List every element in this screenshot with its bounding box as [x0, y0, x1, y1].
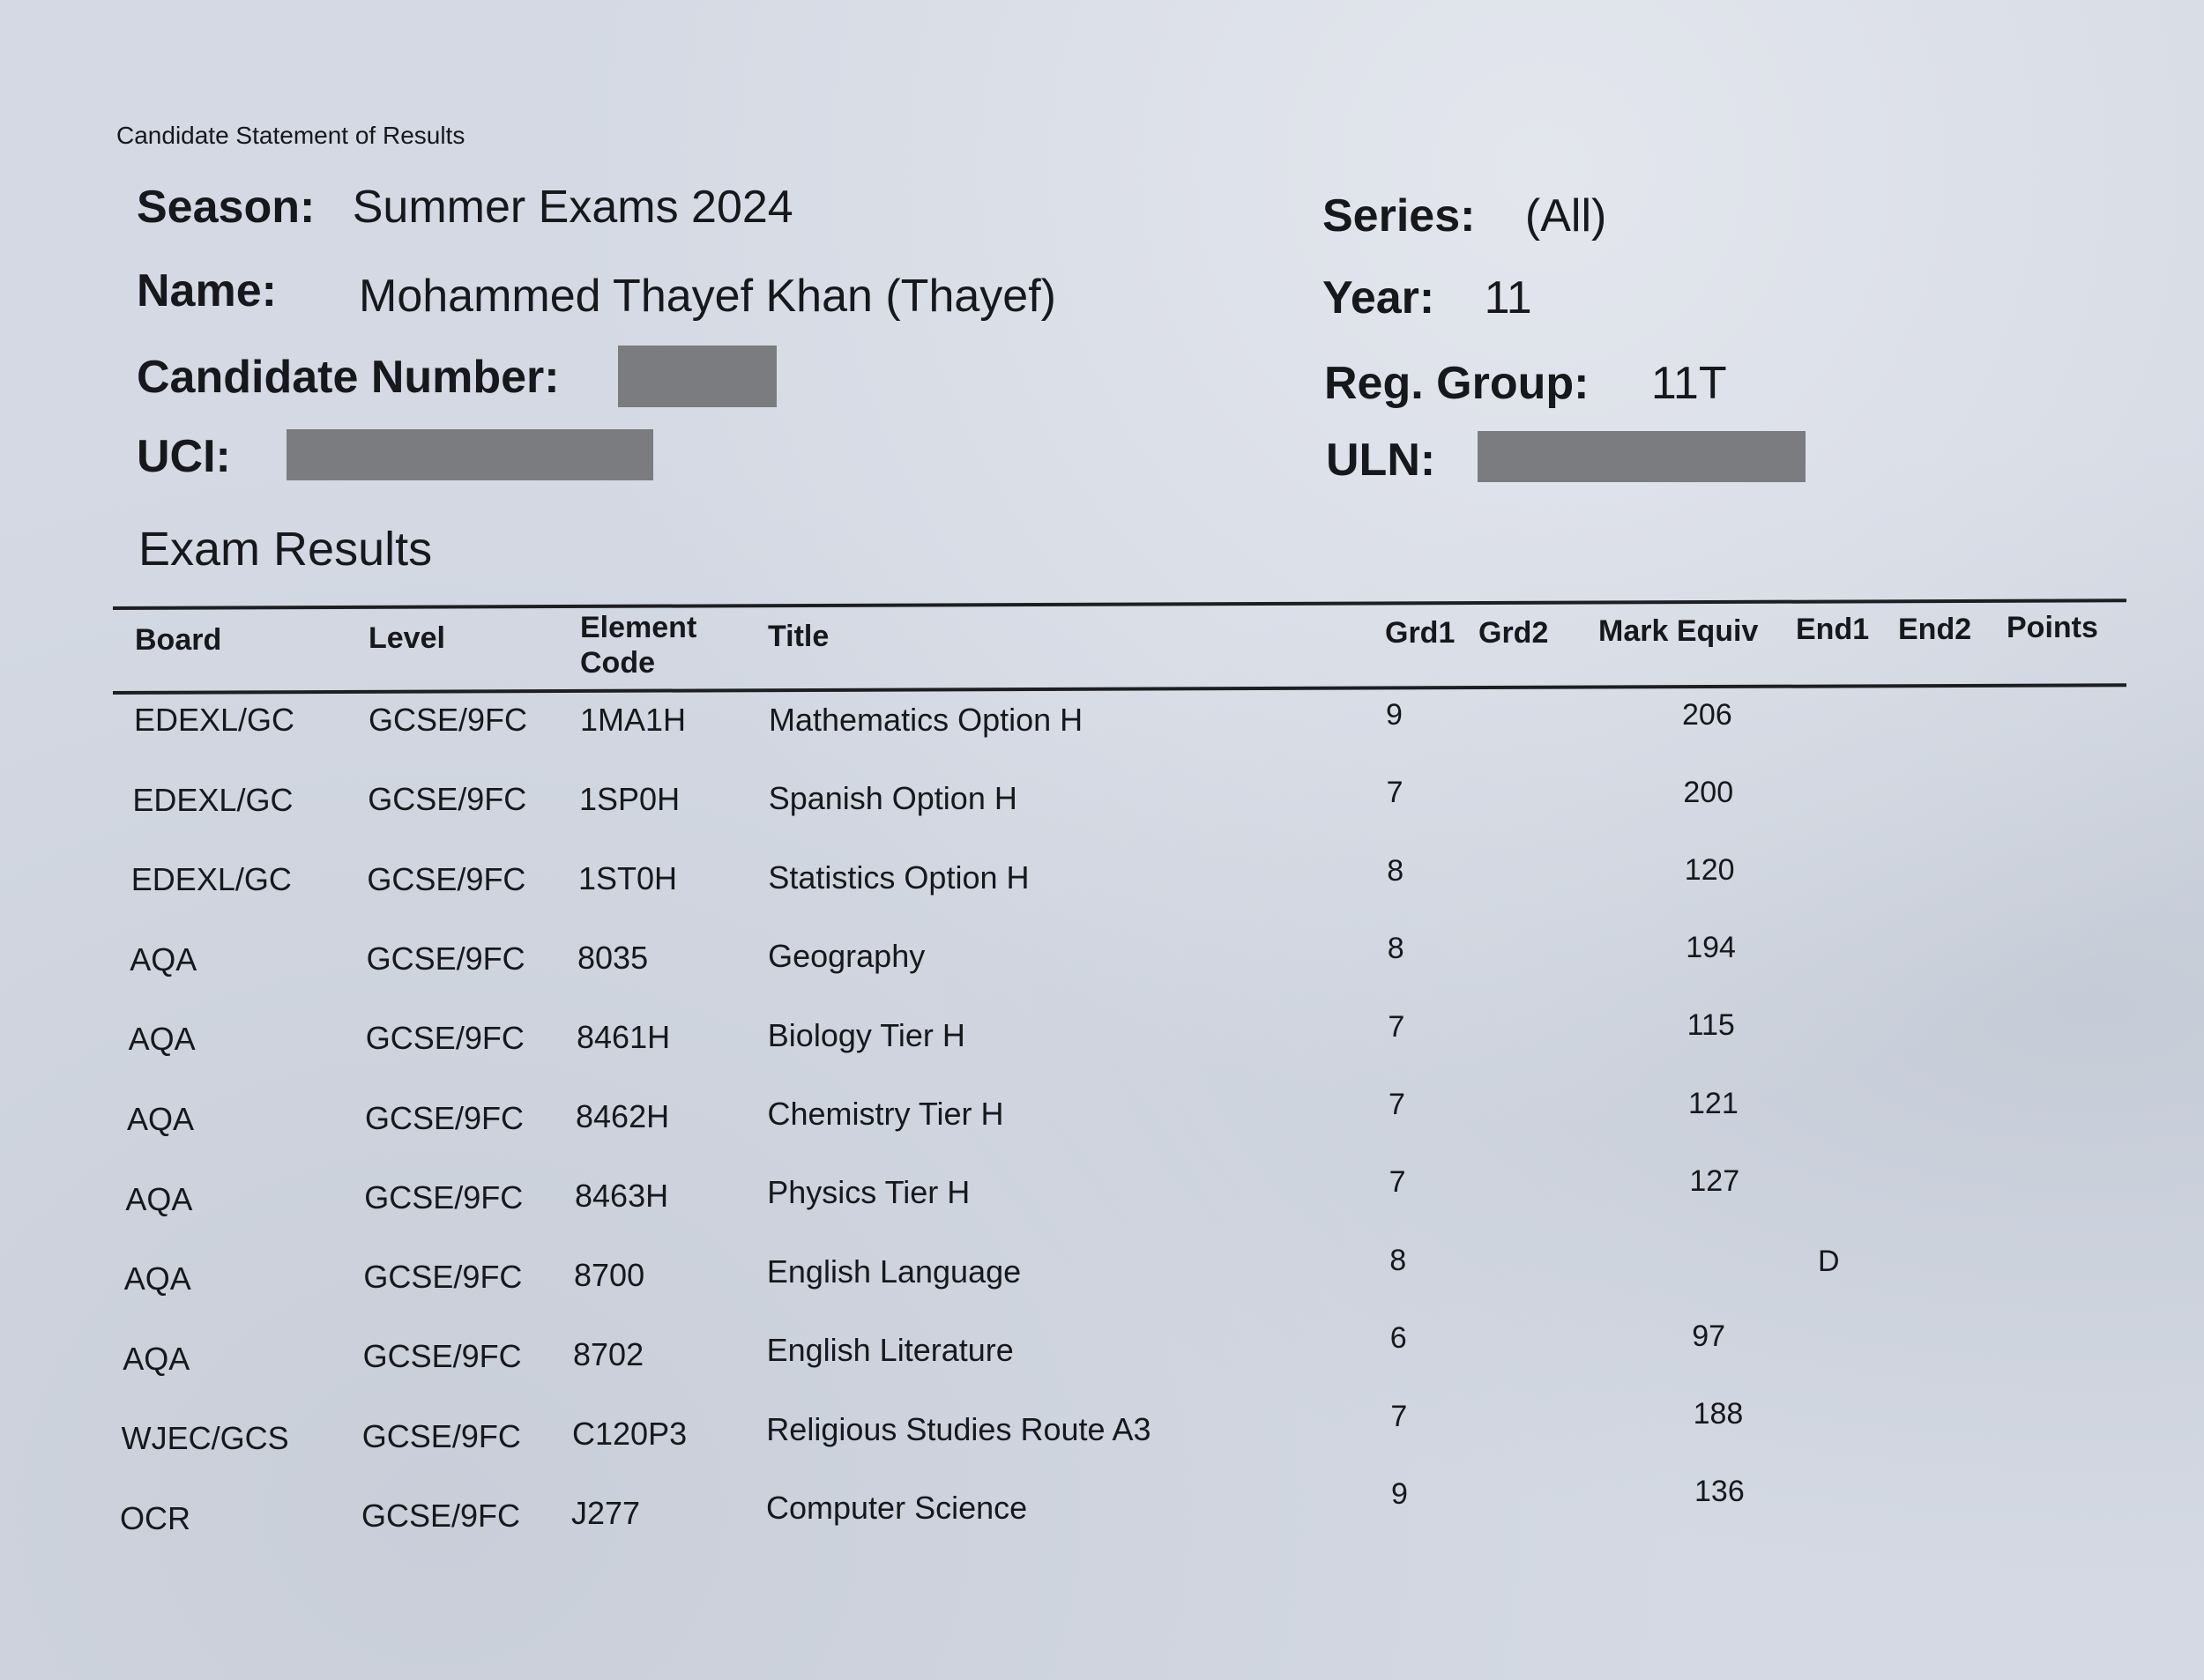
series-label: Series: [1322, 190, 1476, 242]
cell-title: Geography [768, 938, 926, 975]
cell-mark: 121 [1688, 1086, 1739, 1120]
name-value: Mohammed Thayef Khan (Thayef) [359, 271, 1056, 322]
cell-grd1: 8 [1389, 1243, 1407, 1277]
reg-group-field [1324, 357, 1727, 410]
table-header-rule [113, 683, 2126, 695]
cell-board: EDEXL/GC [130, 861, 292, 898]
cell-board: AQA [128, 1021, 196, 1058]
season-label: Season: [137, 182, 316, 233]
uln-field [1326, 434, 1435, 487]
cell-mark: 188 [1693, 1396, 1744, 1431]
cell-board: AQA [130, 940, 197, 978]
cell-title: Statistics Option H [768, 859, 1030, 896]
cell-grd1: 9 [1386, 698, 1403, 732]
uci-redaction [287, 429, 653, 480]
cell-board: OCR [120, 1500, 190, 1536]
col-header-grd2: Grd2 [1478, 616, 1549, 650]
cell-grd1: 7 [1389, 1165, 1406, 1200]
cell-code: 1ST0H [578, 860, 678, 896]
year-value: 11 [1484, 272, 1532, 323]
cell-code: 8462H [576, 1098, 670, 1134]
col-header-end2: End2 [1898, 613, 1972, 646]
name-label: Name: [137, 265, 277, 316]
year-label: Year: [1322, 272, 1435, 323]
document-caption: Candidate Statement of Results [116, 122, 465, 149]
season-value: Summer Exams 2024 [352, 182, 793, 233]
cell-mark: 200 [1683, 776, 1734, 810]
cell-title: Biology Tier H [767, 1016, 965, 1053]
cell-code: 8463H [575, 1178, 669, 1214]
cell-mark: 194 [1686, 931, 1736, 965]
series-value: (All) [1524, 190, 1607, 242]
cell-mark: 120 [1684, 853, 1735, 888]
col-header-end1: End1 [1796, 613, 1870, 646]
cell-level: GCSE/9FC [365, 1020, 525, 1057]
col-header-mark-equiv: Mark Equiv [1598, 614, 1759, 648]
cell-grd1: 7 [1388, 1009, 1405, 1044]
cell-board: WJEC/GCS [121, 1420, 289, 1457]
season-field [137, 181, 793, 234]
cell-grd1: 9 [1391, 1477, 1408, 1511]
cell-level: GCSE/9FC [367, 860, 526, 897]
cell-level: GCSE/9FC [366, 940, 525, 977]
table-top-rule [113, 598, 2126, 610]
cell-level: GCSE/9FC [361, 1498, 521, 1534]
col-header-level: Level [369, 621, 445, 655]
cell-code: 1MA1H [580, 702, 687, 738]
cell-mark: 115 [1687, 1008, 1735, 1043]
candidate-number-label: Candidate Number: [137, 352, 560, 403]
cell-board: EDEXL/GC [134, 702, 295, 738]
uci-field [137, 430, 231, 483]
cell-level: GCSE/9FC [364, 1178, 524, 1215]
col-header-grd1: Grd1 [1385, 616, 1456, 650]
cell-level: GCSE/9FC [361, 1417, 521, 1454]
cell-code: 8461H [577, 1019, 671, 1055]
cell-title: Spanish Option H [768, 780, 1017, 817]
cell-grd1: 7 [1389, 1088, 1405, 1121]
cell-grd1: 7 [1386, 776, 1404, 810]
cell-grd1: 8 [1387, 932, 1404, 966]
col-header-element-code [580, 610, 696, 680]
cell-title: English Literature [766, 1332, 1014, 1369]
col-header-points: Points [2007, 611, 2098, 644]
cell-title: English Language [766, 1253, 1022, 1290]
cell-board: AQA [127, 1101, 195, 1137]
cell-end1: D [1818, 1245, 1840, 1278]
cell-level: GCSE/9FC [369, 702, 528, 738]
cell-title: Physics Tier H [767, 1174, 971, 1211]
col-header-element-code-line1: Element [580, 611, 697, 644]
cell-title: Mathematics Option H [769, 702, 1083, 738]
cell-level: GCSE/9FC [368, 781, 527, 818]
cell-level: GCSE/9FC [362, 1338, 522, 1375]
col-header-board: Board [135, 623, 222, 657]
cell-grd1: 6 [1389, 1321, 1407, 1356]
cell-code: 8702 [573, 1336, 644, 1372]
cell-board: AQA [123, 1260, 191, 1297]
cell-code: J277 [571, 1495, 641, 1531]
cell-mark: 136 [1694, 1475, 1745, 1508]
uci-label: UCI: [137, 431, 231, 482]
cell-mark: 206 [1682, 698, 1732, 732]
cell-level: GCSE/9FC [363, 1259, 523, 1296]
reg-group-value: 11T [1650, 358, 1727, 409]
cell-board: AQA [123, 1340, 190, 1377]
cell-grd1: 7 [1390, 1399, 1408, 1433]
reg-group-label: Reg. Group: [1324, 358, 1590, 409]
cell-title: Computer Science [766, 1490, 1028, 1526]
name-field [137, 264, 1056, 322]
year-field [1322, 271, 1532, 324]
cell-code: 8035 [577, 940, 649, 976]
uln-redaction [1478, 431, 1806, 482]
col-header-element-code-line2: Code [580, 646, 655, 680]
cell-title: Religious Studies Route A3 [766, 1410, 1151, 1447]
col-header-title: Title [768, 620, 830, 653]
cell-mark: 127 [1689, 1163, 1740, 1198]
cell-code: 8700 [574, 1257, 645, 1293]
cell-board: EDEXL/GC [132, 781, 294, 818]
cell-board: AQA [125, 1180, 193, 1217]
cell-level: GCSE/9FC [365, 1099, 525, 1136]
cell-title: Chemistry Tier H [767, 1096, 1004, 1132]
cell-code: 1SP0H [579, 781, 681, 817]
cell-grd1: 8 [1387, 853, 1404, 888]
exam-results-title: Exam Results [138, 523, 433, 576]
uln-label: ULN: [1326, 435, 1436, 486]
cell-code: C120P3 [572, 1416, 688, 1452]
candidate-number-redaction [618, 346, 777, 407]
candidate-number-field [137, 351, 560, 404]
series-field [1322, 190, 1606, 242]
cell-mark: 97 [1692, 1319, 1726, 1353]
